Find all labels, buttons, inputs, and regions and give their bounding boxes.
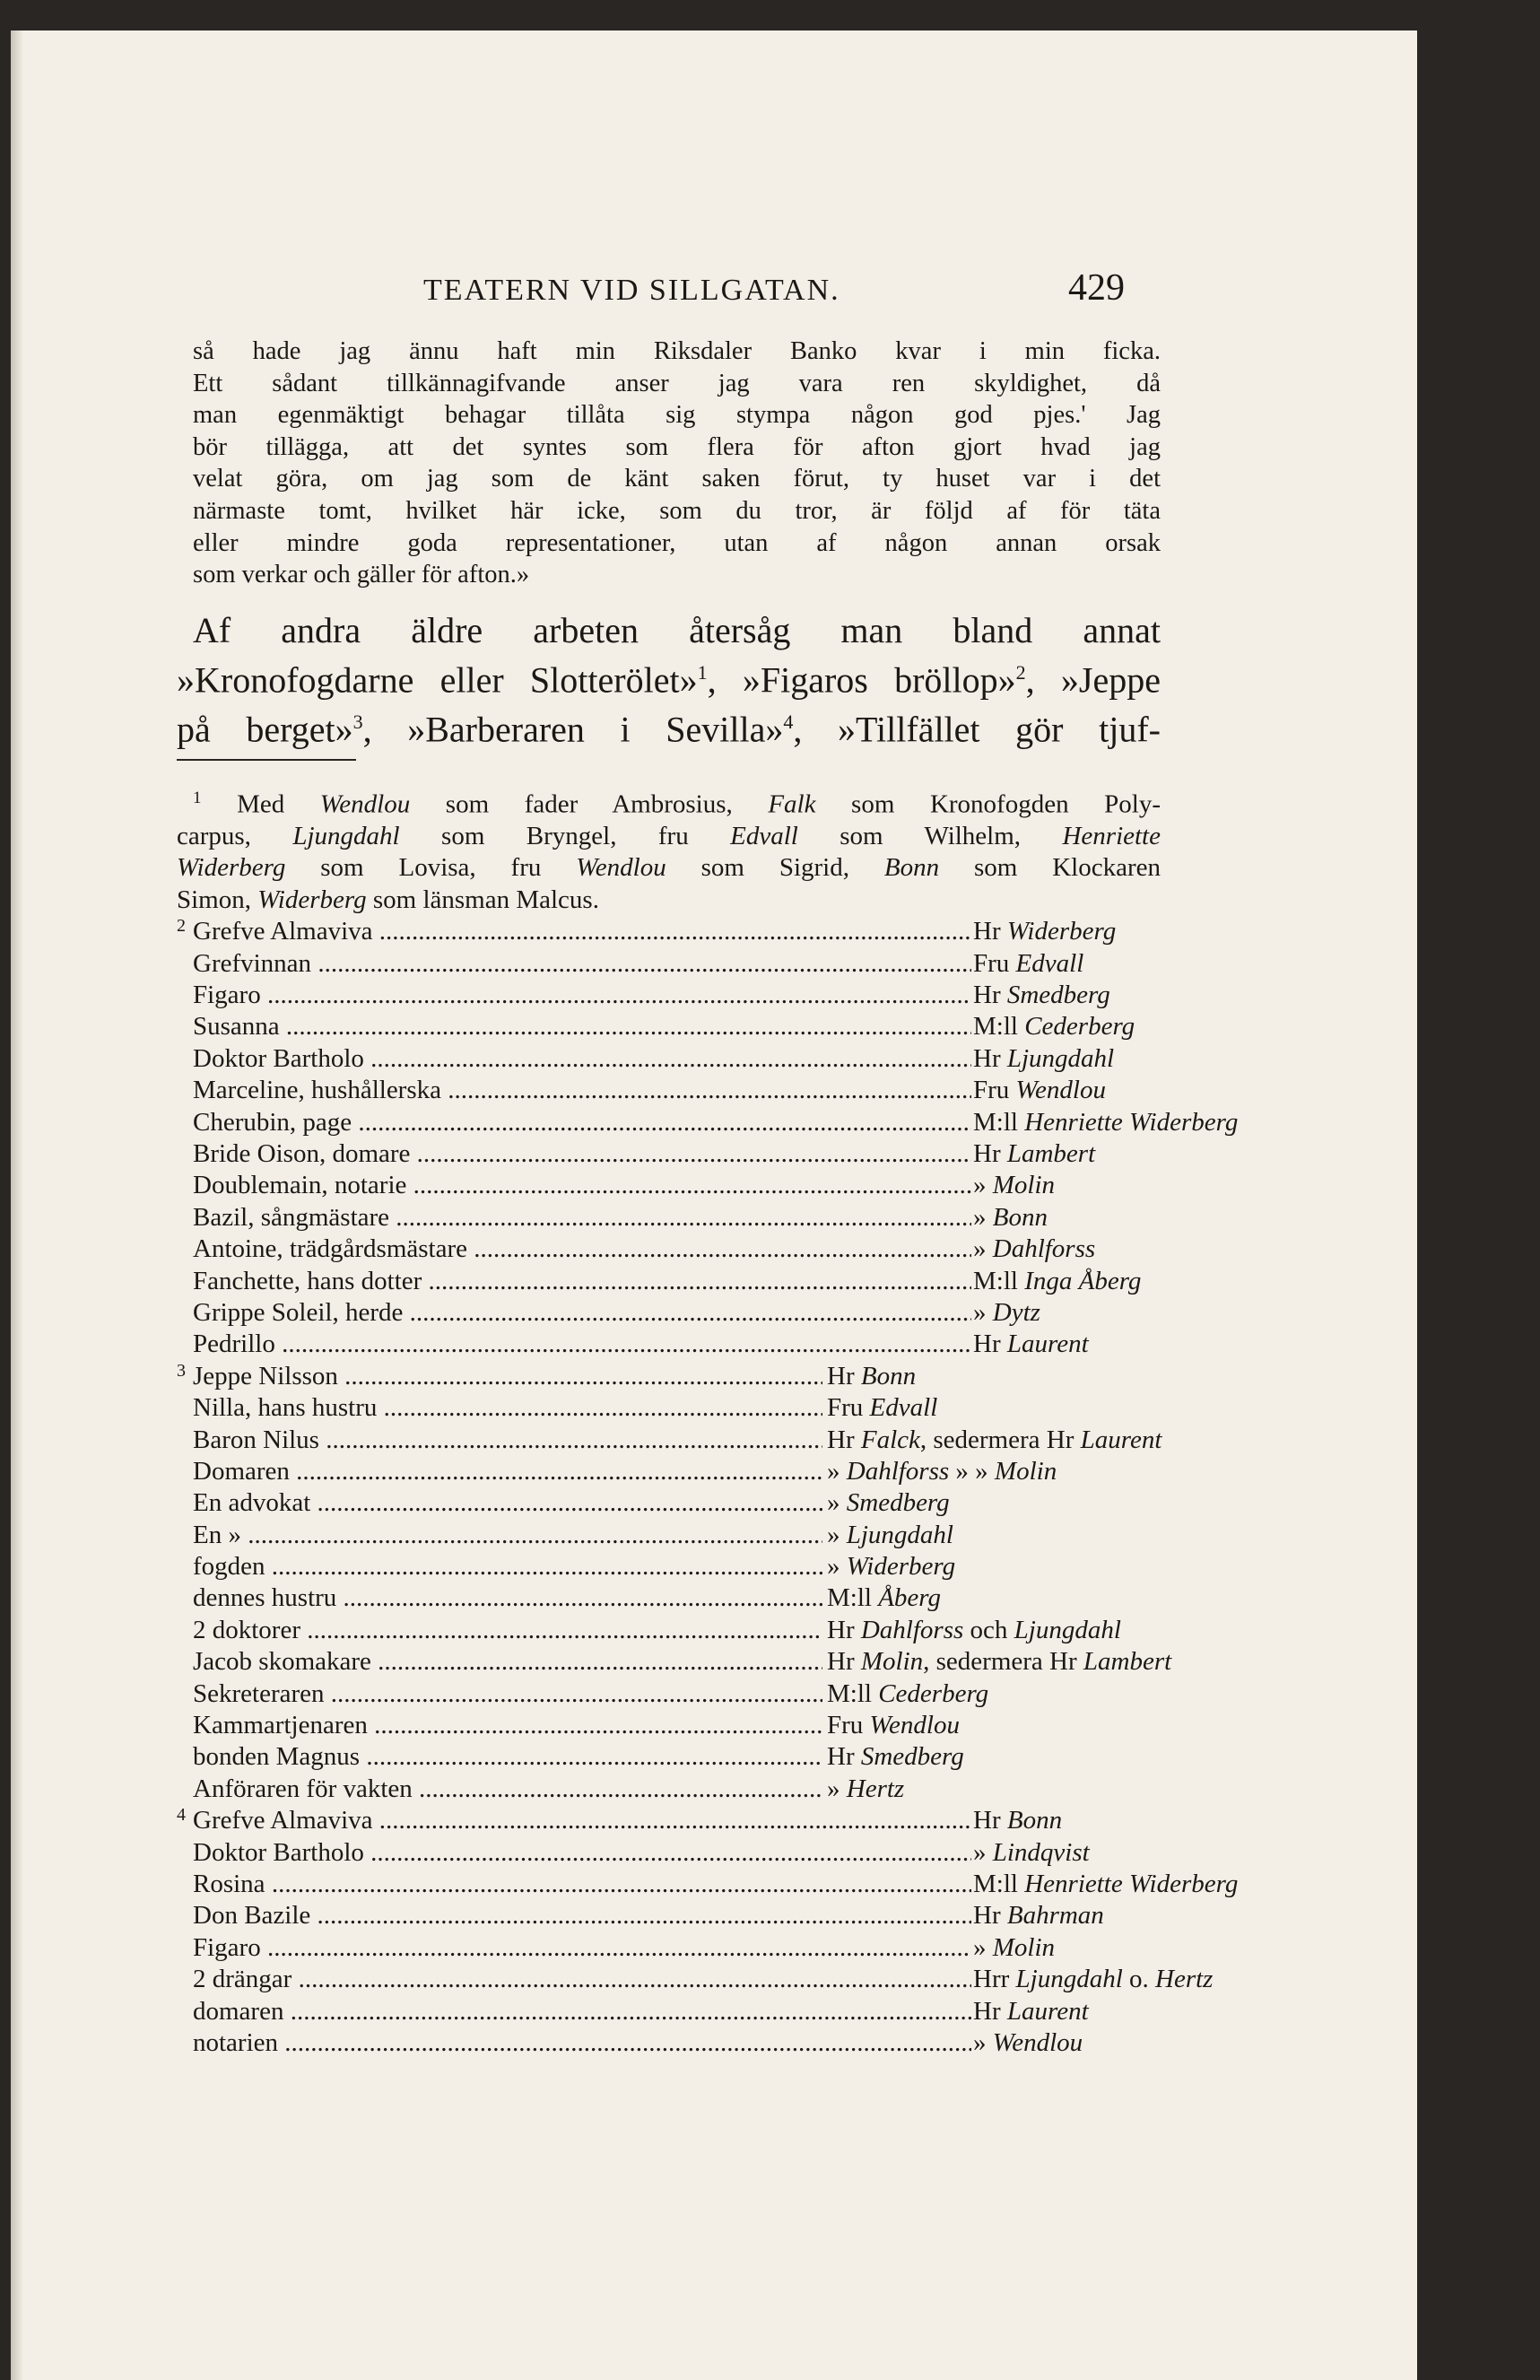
cast-actor: M:ll Henriette Widerberg xyxy=(973,1869,1238,1900)
cast-lists xyxy=(177,916,1239,2059)
cast-role: Marceline, hushållerska ..... xyxy=(193,1075,971,1106)
cast-row xyxy=(177,1869,1239,1900)
footnotes xyxy=(177,782,1239,2059)
cast-role: domaren ..... xyxy=(193,1996,971,2027)
cast-actor: Hr Laurent xyxy=(973,1996,1089,2027)
cast-row xyxy=(177,1774,1161,1805)
cast-row xyxy=(177,1266,1161,1297)
body-paragraph xyxy=(177,609,1161,751)
cast-actor: Hr Lambert xyxy=(973,1138,1095,1170)
cast-role: Grefve Almaviva ..... xyxy=(193,1805,971,1836)
cast-actor: » Dytz xyxy=(973,1297,1040,1329)
cast-role: Rosina ..... xyxy=(193,1869,971,1900)
quote-line: närmaste tomt, hvilket här icke, som du tror, är följd af för täta xyxy=(193,496,1161,525)
cast-role: Grefvinnan ..... xyxy=(193,948,971,980)
cast-actor: Hrr Ljungdahl o. Hertz xyxy=(973,1964,1213,1995)
cast-row xyxy=(177,980,1161,1011)
cast-row xyxy=(177,1043,1161,1075)
cast-role: Pedrillo ..... xyxy=(193,1329,971,1360)
cast-role: Grippe Soleil, herde ..... xyxy=(193,1297,971,1329)
quote-line: som verkar och gäller för afton.» xyxy=(193,561,530,589)
cast-role: 2 doktorer ..... xyxy=(193,1615,822,1646)
cast-role: En advokat ..... xyxy=(193,1487,822,1519)
cast-actor: Hr Laurent xyxy=(973,1329,1089,1360)
cast-role: Fanchette, hans dotter ..... xyxy=(193,1266,971,1297)
cast-actor: Hr Widerberg xyxy=(973,916,1116,947)
cast-role: Doktor Bartholo ..... xyxy=(193,1043,971,1075)
cast-actor: Hr Smedberg xyxy=(973,980,1110,1011)
cast-actor: M:ll Åberg xyxy=(827,1582,941,1614)
cast-row xyxy=(177,916,1161,947)
cast-role: Figaro ..... xyxy=(193,1932,971,1964)
cast-row xyxy=(177,1075,1161,1106)
cast-row xyxy=(177,1425,1161,1456)
footnote-marker: 2 xyxy=(177,916,186,937)
cast-role: fogden ..... xyxy=(193,1551,822,1582)
cast-actor: » Molin xyxy=(973,1932,1055,1964)
quote-line: man egenmäktigt behagar tillåta sig stympa någon god pjes.' Jag xyxy=(193,401,1161,430)
cast-role: Bazil, sångmästare ..... xyxy=(193,1202,971,1234)
cast-row xyxy=(177,1615,1161,1646)
cast-role: Don Bazile ..... xyxy=(193,1900,971,1931)
quote-line: bör tillägga, att det syntes som flera för afton gjort hvad jag xyxy=(193,432,1161,461)
cast-row xyxy=(177,1932,1161,1964)
cast-row xyxy=(177,1996,1161,2027)
cast-role: Kammartjenaren ..... xyxy=(193,1710,822,1741)
cast-actor: » Dahlforss xyxy=(973,1234,1095,1265)
footnote-marker: 3 xyxy=(177,1360,186,1381)
cast-actor: » Wendlou xyxy=(973,2027,1083,2059)
cast-role: Doktor Bartholo ..... xyxy=(193,1837,971,1869)
cast-list-2 xyxy=(177,916,1239,1360)
cast-row xyxy=(177,1710,1161,1741)
cast-role: Susanna ..... xyxy=(193,1011,971,1042)
cast-actor: Hr Bonn xyxy=(827,1361,916,1392)
page-header xyxy=(177,232,1161,340)
cast-actor: M:ll Inga Åberg xyxy=(973,1266,1141,1297)
cast-row xyxy=(177,1456,1161,1487)
cast-actor: » Widerberg xyxy=(827,1551,955,1582)
cast-actor: » Lindqvist xyxy=(973,1837,1090,1869)
footnote-1-line: Widerberg som Lovisa, fru Wendlou som Sigrid, Bonn som Klockaren xyxy=(177,853,1161,883)
cast-actor: Fru Wendlou xyxy=(827,1710,960,1741)
cast-role: Doublemain, notarie ..... xyxy=(193,1170,971,1201)
cast-role: 2 drängar ..... xyxy=(193,1964,971,1995)
cast-row xyxy=(177,1646,1172,1678)
footnote-1: $^1$ Med Wendlou som fader Ambrosius, Falk som Kronofogden Poly- xyxy=(193,789,1161,819)
quoted-passage xyxy=(193,336,1161,591)
footnote-1-line: carpus, Ljungdahl som Bryngel, fru Edvall som Wilhelm, Henriette xyxy=(177,822,1161,851)
cast-role: Bride Oison, domare ..... xyxy=(193,1138,971,1170)
body-line: »Kronofogdarne eller Slotterölet»$^1$, »Figaros bröllop»$^2$, »Jeppe xyxy=(177,659,1161,701)
cast-row xyxy=(177,1138,1161,1170)
cast-actor: Hr Bonn xyxy=(973,1805,1062,1836)
cast-actor: » Bonn xyxy=(973,1202,1048,1234)
cast-row xyxy=(177,1170,1161,1201)
cast-role: Grefve Almaviva ..... xyxy=(193,916,971,947)
cast-role: Anföraren för vakten ..... xyxy=(193,1774,822,1805)
cast-row xyxy=(177,1392,1161,1424)
cast-row xyxy=(177,1678,1161,1710)
cast-actor: » Hertz xyxy=(827,1774,904,1805)
cast-actor: Hr Smedberg xyxy=(827,1741,964,1773)
cast-actor: Hr Ljungdahl xyxy=(973,1043,1114,1075)
running-title: TEATERN VID SILLGATAN. xyxy=(423,274,840,307)
cast-role: bonden Magnus ..... xyxy=(193,1741,822,1773)
footnote-1-line: Simon, Widerberg som länsman Malcus. xyxy=(177,885,599,914)
cast-row xyxy=(177,1582,1161,1614)
cast-actor: Fru Edvall xyxy=(827,1392,937,1424)
cast-actor: Hr Falck, sedermera Hr Laurent xyxy=(827,1425,1162,1456)
cast-row xyxy=(177,1964,1214,1995)
cast-row xyxy=(177,1551,1161,1582)
cast-role: Domaren ..... xyxy=(193,1456,822,1487)
cast-actor: Fru Edvall xyxy=(973,948,1083,980)
body-line: på berget»$^3$, »Barberaren i Sevilla»$^4$, »Tillfället gör tjuf- xyxy=(177,709,1161,750)
cast-role: Figaro ..... xyxy=(193,980,971,1011)
quote-line: velat göra, om jag som de känt saken förut, ty huset var i det xyxy=(193,465,1161,493)
quote-line: så hade jag ännu haft min Riksdaler Banko kvar i min ficka. xyxy=(193,337,1161,365)
cast-row xyxy=(177,1361,1161,1392)
cast-actor: M:ll Henriette Widerberg xyxy=(973,1107,1238,1138)
cast-row xyxy=(177,1107,1239,1138)
cast-role: notarien ..... xyxy=(193,2027,971,2059)
cast-row xyxy=(177,1900,1161,1931)
cast-role: Sekreteraren ..... xyxy=(193,1678,822,1710)
page-number: 429 xyxy=(1068,267,1125,309)
cast-row xyxy=(177,1741,1161,1773)
cast-row xyxy=(177,1487,1161,1519)
cast-role: Antoine, trädgårdsmästare ..... xyxy=(193,1234,971,1265)
page-edge-shadow xyxy=(11,31,23,2380)
cast-actor: Fru Wendlou xyxy=(973,1075,1106,1106)
cast-actor: M:ll Cederberg xyxy=(827,1678,988,1710)
book-page xyxy=(11,31,1417,2380)
cast-actor: » Smedberg xyxy=(827,1487,950,1519)
cast-role: En » ..... xyxy=(193,1520,822,1551)
cast-list-4 xyxy=(177,1805,1239,2059)
cast-role: Nilla, hans hustru ..... xyxy=(193,1392,822,1424)
cast-actor: » Ljungdahl xyxy=(827,1520,953,1551)
cast-role: dennes hustru ..... xyxy=(193,1582,822,1614)
cast-actor: Hr Bahrman xyxy=(973,1900,1104,1931)
cast-actor: » Dahlforss » » Molin xyxy=(827,1456,1057,1487)
cast-row xyxy=(177,1805,1161,1836)
cast-list-3 xyxy=(177,1360,1172,1805)
cast-role: Baron Nilus ..... xyxy=(193,1425,822,1456)
quote-line: Ett sådant tillkännagifvande anser jag vara ren skyldighet, då xyxy=(193,369,1161,397)
cast-row xyxy=(177,1011,1161,1042)
cast-actor: Hr Molin, sedermera Hr Lambert xyxy=(827,1646,1171,1678)
cast-role: Jacob skomakare ..... xyxy=(193,1646,822,1678)
cast-actor: M:ll Cederberg xyxy=(973,1011,1135,1042)
body-line: Af andra äldre arbeten återsåg man bland annat xyxy=(193,610,1161,650)
cast-row xyxy=(177,1329,1161,1360)
cast-row xyxy=(177,948,1161,980)
cast-row xyxy=(177,1234,1161,1265)
cast-actor: » Molin xyxy=(973,1170,1055,1201)
cast-role: Cherubin, page ..... xyxy=(193,1107,971,1138)
cast-role: Jeppe Nilsson ..... xyxy=(193,1361,822,1392)
footnote-marker: 4 xyxy=(177,1805,186,1826)
cast-row xyxy=(177,2027,1161,2059)
cast-row xyxy=(177,1297,1161,1329)
cast-actor: Hr Dahlforss och Ljungdahl xyxy=(827,1615,1121,1646)
quote-line: eller mindre goda representationer, utan af någon annan orsak xyxy=(193,528,1161,557)
cast-row xyxy=(177,1202,1161,1234)
footnote-rule xyxy=(177,759,356,761)
cast-row xyxy=(177,1837,1161,1869)
cast-row xyxy=(177,1520,1161,1551)
